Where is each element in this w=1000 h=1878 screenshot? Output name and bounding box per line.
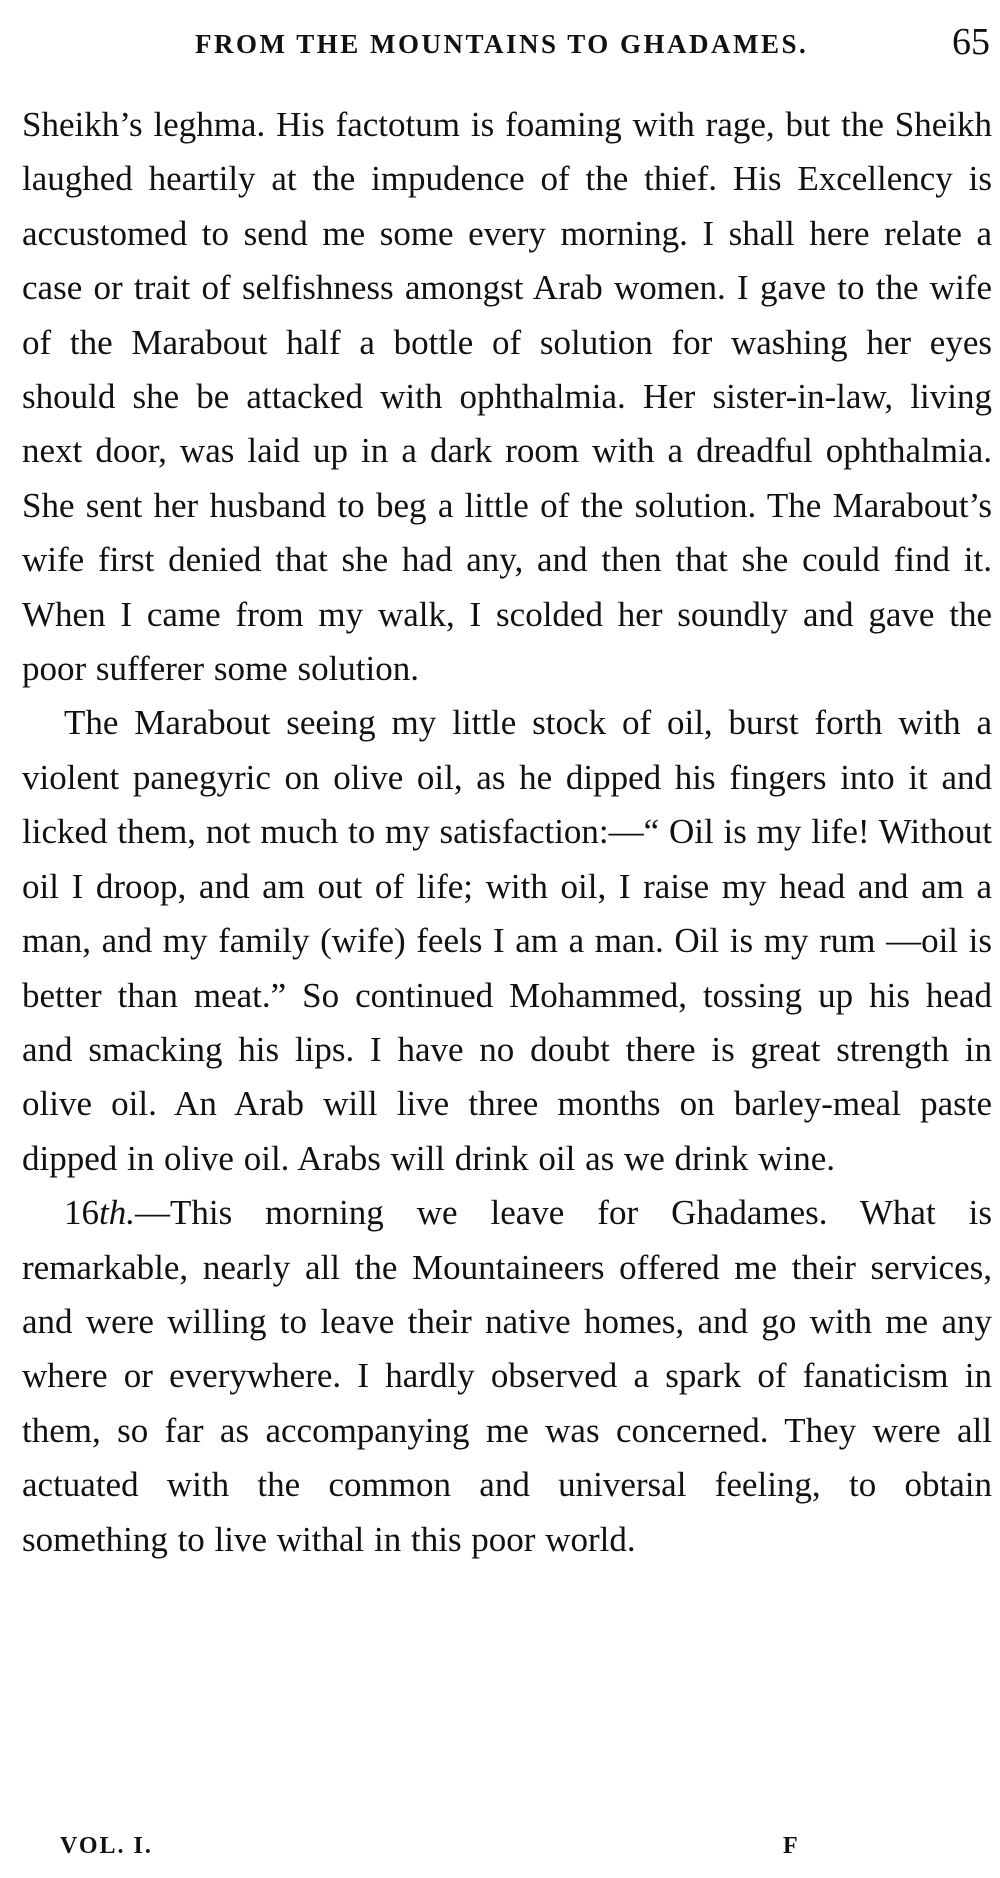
signature-letter: F — [783, 1833, 798, 1859]
running-head — [30, 21, 990, 64]
paragraph-3-text: —This morning we leave for Ghadames. What is remarkable, nearly all the Mountaineers offered me their services, and were willing to leave their native homes, and go with me any where or everywhere. I hardly observed a spark of fanaticism in them, so far as accompanying me was concerned. They were all actuated with the common and universal feeling, to obtain something to live withal in this poor world. — [22, 1193, 992, 1559]
date-lead-suffix: th. — [99, 1193, 135, 1233]
page-footer — [60, 1826, 960, 1866]
date-lead: 16 — [64, 1193, 99, 1233]
paragraph-3 — [22, 1186, 992, 1567]
body-text — [22, 98, 992, 1567]
paragraph-1 — [22, 98, 992, 696]
running-title: FROM THE MOUNTAINS TO GHADAMES. — [195, 29, 809, 59]
paragraph-2-text: The Marabout seeing my little stock of oil, burst forth with a violent panegyric on olive oil, as he dipped his fingers into it and licked them, not much to my satisfaction:—“ Oil is my life! Without oil I droop, and am out of life; with oil, I raise my head and am a man, and my family (wife) feels I am a man. Oil is my rum —oil is better than meat.” So continued Mohammed, tossing up his head and smacking his lips. I have no doubt there is great strength in olive oil. An Arab will live three months on barley-meal paste dipped in olive oil. Arabs will drink oil as we drink wine. — [22, 703, 992, 1178]
paragraph-1-text: Sheikh’s leghma. His factotum is foaming with rage, but the Sheikh laughed heartily at the impudence of the thief. His Excellency is accustomed to send me some every morning. I shall here relate a case or trait of selfishness amongst Arab women. I gave to the wife of the Marabout half a bottle of solution for washing her eyes should she be attacked with ophthalmia. Her sister-in-law, living next door, was laid up in a dark room with a dreadful ophthalmia. She sent her husband to beg a little of the solution. The Marabout’s wife first denied that she had any, and then that she could find it. When I came from my walk, I scolded her soundly and gave the poor sufferer some solution. — [22, 105, 992, 689]
volume-signature: VOL. I. — [60, 1833, 153, 1859]
page-number: 65 — [952, 21, 990, 63]
paragraph-2 — [22, 696, 992, 1186]
